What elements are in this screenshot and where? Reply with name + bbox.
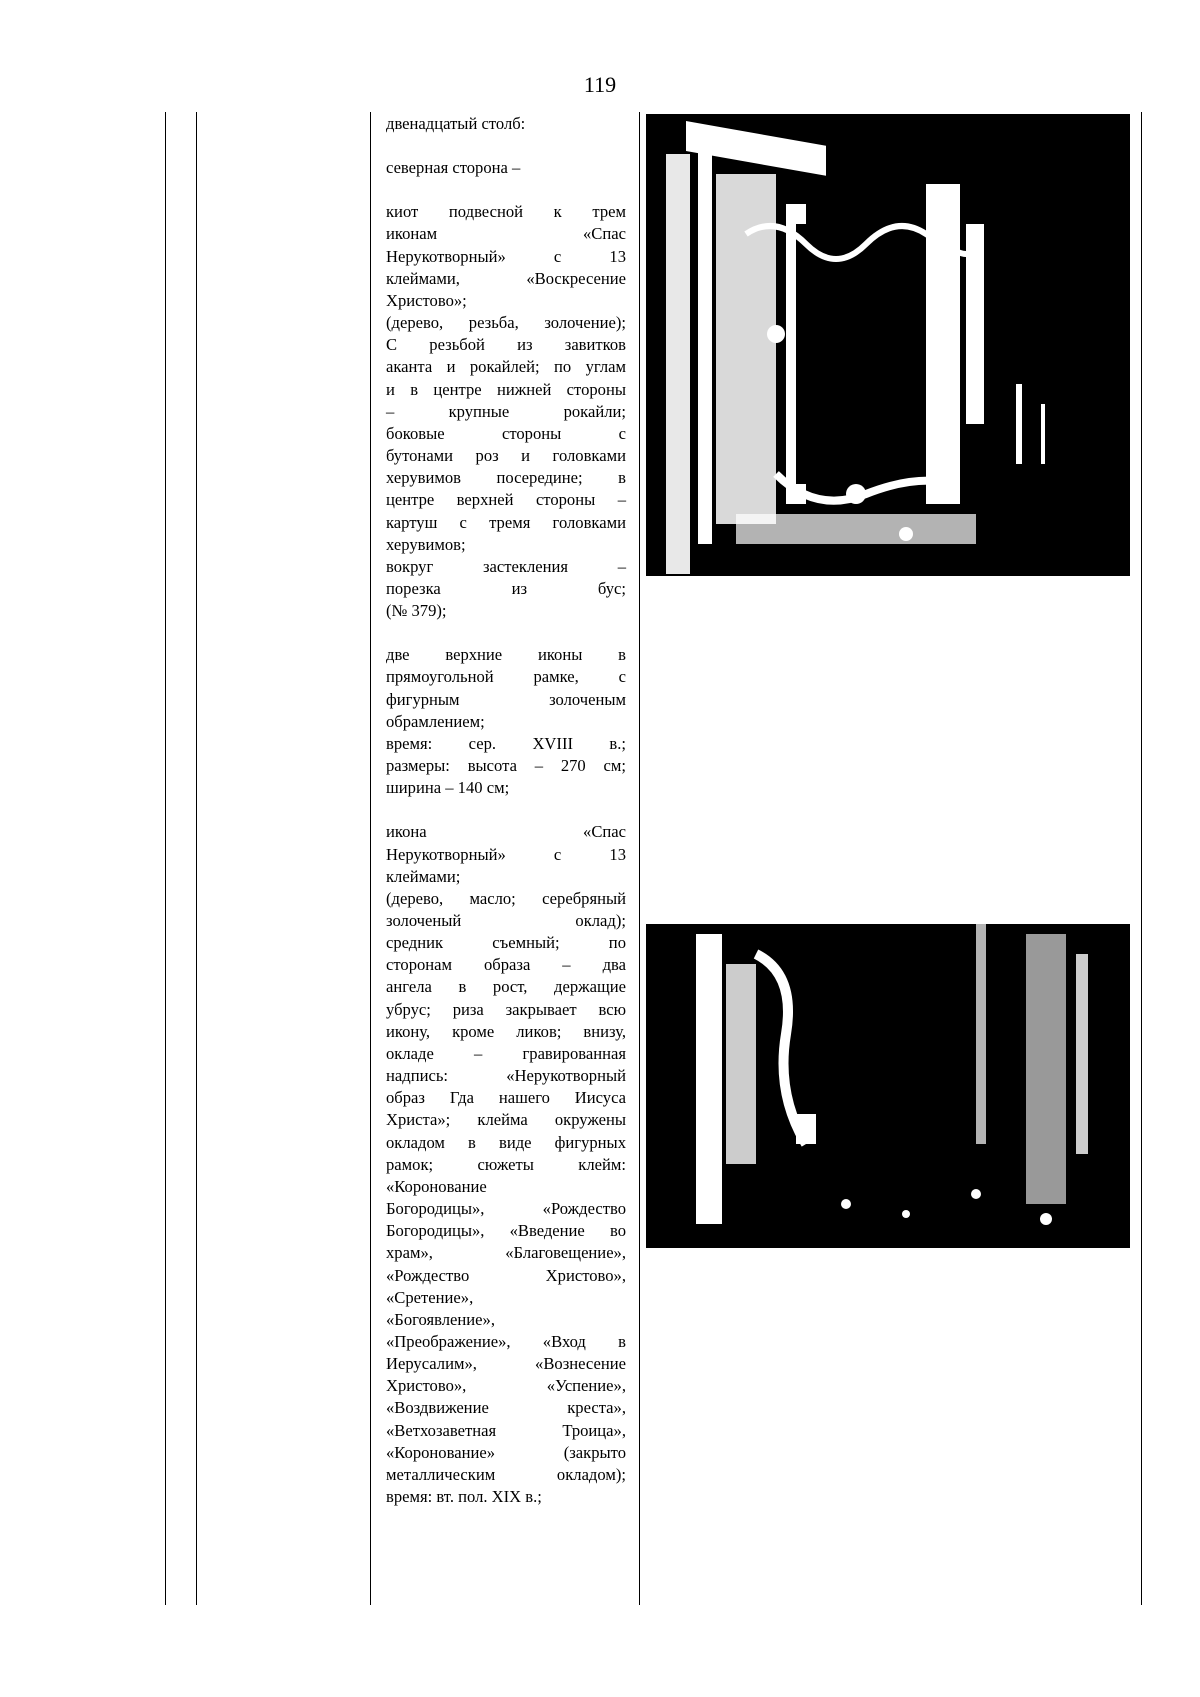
text-line: «Преображение», «Вход в [386, 1331, 626, 1351]
table-border-left-inner [196, 112, 197, 1605]
text-line: металлическим окладом); [386, 1464, 626, 1484]
text-line: икону, кроме ликов; внизу, [386, 1021, 626, 1041]
kiot-photo [646, 114, 1130, 576]
text-line: вокруг застекления – [386, 556, 626, 576]
text-line: аканта и рокайлей; по углам [386, 357, 626, 377]
text-line: образ Гда нашего Иисуса [386, 1088, 626, 1108]
text-line: «Коронование» (закрыто [386, 1442, 626, 1462]
description-column [386, 113, 626, 1530]
text-line: Нерукотворный» с 13 [386, 844, 626, 864]
text-line: (дерево, резьба, золочение); [386, 313, 626, 333]
text-line: (дерево, масло; серебряный [386, 888, 626, 908]
column-divider-text-left [370, 112, 371, 1605]
text-line: бутонами роз и головками [386, 446, 626, 466]
text-line: (№ 379); [386, 601, 447, 621]
text-line: Христа»; клейма окружены [386, 1110, 626, 1130]
description-paragraph [386, 644, 626, 799]
description-paragraph [386, 821, 626, 1508]
text-line: фигурным золоченым [386, 689, 626, 709]
text-line: обрамлением; [386, 711, 485, 731]
text-line: клеймами; [386, 866, 461, 886]
text-line: окладом в виде фигурных [386, 1132, 626, 1152]
text-line: «Ветхозаветная Троица», [386, 1420, 626, 1440]
text-line: Христово», «Успение», [386, 1376, 626, 1396]
text-line: херувимов посередине; в [386, 468, 626, 488]
text-line: С резьбой из завитков [386, 335, 626, 355]
description-paragraph [386, 113, 626, 135]
text-line: время: вт. пол. XIX в.; [386, 1487, 542, 1507]
text-line: клеймами, «Воскресение [386, 268, 626, 288]
text-line: картуш с тремя головками [386, 512, 626, 532]
text-line: «Коронование [386, 1176, 487, 1196]
text-line: и в центре нижней стороны [386, 379, 626, 399]
table-border-left-outer [165, 112, 166, 1605]
description-paragraph [386, 157, 626, 179]
text-line: прямоугольной рамке, с [386, 667, 626, 687]
text-line: иконам «Спас [386, 224, 626, 244]
text-line: Богородицы», «Введение во [386, 1221, 626, 1241]
text-line: ширина – 140 см; [386, 778, 510, 798]
text-line: херувимов; [386, 534, 466, 554]
text-line: «Богоявление», [386, 1309, 495, 1329]
text-line: икона «Спас [386, 822, 626, 842]
text-line: надпись: «Нерукотворный [386, 1066, 626, 1086]
text-line: Иерусалим», «Вознесение [386, 1354, 626, 1374]
icon-oklad-photo [646, 924, 1130, 1248]
text-line: Богородицы», «Рождество [386, 1199, 626, 1219]
table-border-right [1141, 112, 1142, 1605]
icon-oklad-photo-image [646, 924, 1130, 1248]
text-line: «Сретение», [386, 1287, 474, 1307]
text-line: две верхние иконы в [386, 645, 626, 665]
text-line: «Воздвижение креста», [386, 1398, 626, 1418]
text-line: средник съемный; по [386, 933, 626, 953]
text-line: центре верхней стороны – [386, 490, 626, 510]
text-line: окладе – гравированная [386, 1043, 626, 1063]
text-line: «Рождество Христово», [386, 1265, 626, 1285]
text-line: рамок; сюжеты клейм: [386, 1154, 626, 1174]
text-line: размеры: высота – 270 см; [386, 756, 626, 776]
column-divider-text-right [639, 112, 640, 1605]
text-line: двенадцатый столб: [386, 114, 526, 133]
text-line: ангела в рост, держащие [386, 977, 626, 997]
text-line: сторонам образа – два [386, 955, 626, 975]
text-line: время: сер. XVIII в.; [386, 733, 626, 753]
text-line: порезка из бус; [386, 578, 626, 598]
text-line: золоченый оклад); [386, 911, 626, 930]
text-line: храм», «Благовещение», [386, 1243, 626, 1263]
text-line: – крупные рокайли; [386, 401, 626, 421]
text-line: боковые стороны с [386, 423, 626, 443]
text-line: северная сторона – [386, 158, 521, 178]
kiot-photo-image [646, 114, 1130, 576]
text-line: киот подвесной к трем [386, 202, 626, 222]
page-number: 119 [583, 72, 617, 97]
text-line: Нерукотворный» с 13 [386, 246, 626, 266]
text-line: Христово»; [386, 290, 467, 310]
text-line: убрус; риза закрывает всю [386, 999, 626, 1019]
description-paragraph [386, 201, 626, 622]
